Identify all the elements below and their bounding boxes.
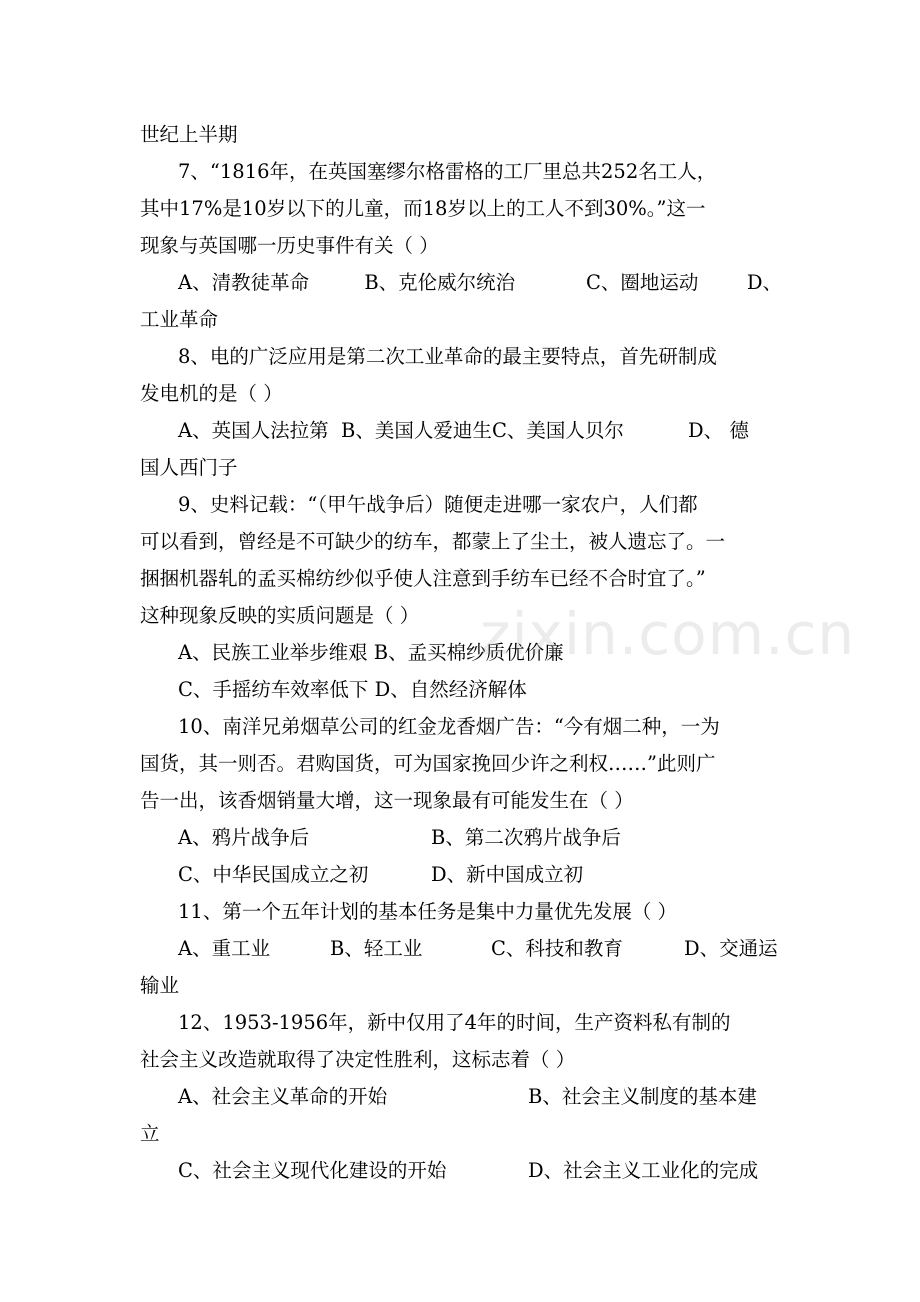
text-line: 可以看到，曾经是不可缺少的纺车，都蒙上了尘土，被人遗忘了。一 [140, 530, 726, 553]
option-d: D、社会主义工业化的完成 [528, 1159, 759, 1182]
q11-options [140, 930, 782, 967]
option-a: A、清教徒革命 [178, 271, 310, 294]
option-c: C、圈地运动 [586, 271, 699, 294]
text-line: 告一出，该香烟销量大增，这一现象最有可能发生在（ ） [140, 789, 634, 812]
text-line: 输业 [140, 974, 180, 997]
q7-options [140, 264, 782, 301]
text-line: 社会主义改造就取得了决定性胜利，这标志着（ ） [140, 1048, 576, 1071]
option-b: B、轻工业 [330, 937, 423, 960]
text-line: 捆捆机器轧的孟买棉纺纱似乎使人注意到手纺车已经不合时宜了。” [140, 567, 706, 590]
watermark: zixin.com.cn [480, 600, 856, 668]
text-line: 发电机的是（ ） [140, 382, 283, 405]
text-line: 世纪上半期 [140, 123, 238, 146]
text-line: 立 [140, 1122, 160, 1145]
option-d: D、新中国成立初 [431, 863, 584, 886]
option-b: B、美国人爱迪生 [341, 419, 492, 442]
q8-options [140, 412, 782, 449]
option-a: A、社会主义革命的开始 [178, 1085, 388, 1108]
question-10: 10、南洋兄弟烟草公司的红金龙香烟广告：“今有烟二种，一为 [178, 715, 720, 738]
option-a: A、重工业 [178, 937, 271, 960]
document-page [140, 116, 782, 1189]
question-7: 7、“1816年，在英国塞缪尔格雷格的工厂里总共252名工人， [178, 160, 717, 183]
q9-options-cd: C、手摇纺车效率低下 D、自然经济解体 [178, 678, 527, 701]
q10-options-ab [140, 819, 782, 856]
text-line: 现象与英国哪一历史事件有关（ ） [140, 234, 439, 257]
option-b: B、克伦威尔统治 [364, 271, 516, 294]
option-b: B、社会主义制度的基本建 [528, 1085, 757, 1108]
option-c: C、科技和教育 [491, 937, 623, 960]
question-12: 12、1953-1956年，新中仅用了4年的时间，生产资料私有制的 [178, 1011, 731, 1034]
q9-options-ab: A、民族工业举步维艰 B、孟买棉纱质优价廉 [178, 641, 564, 664]
question-8: 8、电的广泛应用是第二次工业革命的最主要特点，首先研制成 [178, 345, 717, 368]
text-line: 其中17%是10岁以下的儿童，而18岁以上的工人不到30%。”这一 [140, 197, 706, 220]
text-line: 这种现象反映的实质问题是（ ） [140, 604, 420, 627]
option-d: D、交通运 [684, 937, 778, 960]
question-11: 11、第一个五年计划的基本任务是集中力量优先发展（ ） [178, 900, 678, 923]
text-line: 国人西门子 [140, 456, 238, 479]
option-d: D、 德 [688, 419, 749, 442]
text-line: 工业革命 [140, 308, 219, 331]
q12-options-ab [140, 1078, 782, 1115]
q10-options-cd [140, 856, 782, 893]
q12-options-cd [140, 1152, 782, 1189]
option-d: D、 [746, 271, 782, 294]
text-line: 国货，其一则否。君购国货，可为国家挽回少许之利权……”此则广 [140, 752, 716, 775]
option-c: C、中华民国成立之初 [178, 863, 369, 886]
option-b: B、第二次鸦片战争后 [431, 826, 621, 849]
question-9: 9、史料记载：“（甲午战争后）随便走进哪一家农户，人们都 [178, 493, 698, 516]
option-c: C、社会主义现代化建设的开始 [178, 1159, 447, 1182]
option-a: A、鸦片战争后 [178, 826, 310, 849]
option-a: A、英国人法拉第 [178, 419, 329, 442]
option-c: C、美国人贝尔 [492, 419, 624, 442]
